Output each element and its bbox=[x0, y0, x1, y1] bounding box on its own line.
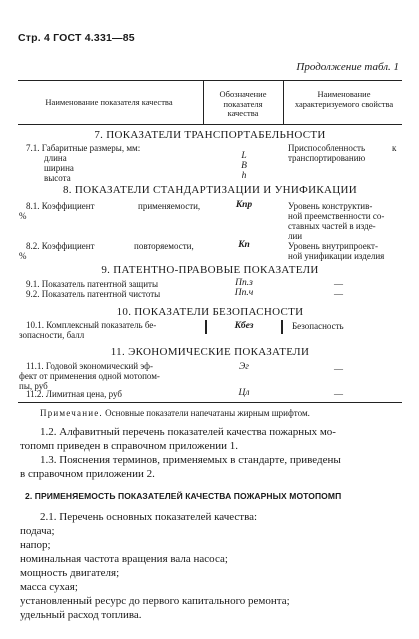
section-7-title: 7. ПОКАЗАТЕЛИ ТРАНСПОРТАБЕЛЬНОСТИ bbox=[94, 129, 326, 141]
paragraph-1-2-line-2: топомп приведен в справочном приложении 1. bbox=[20, 440, 239, 452]
s8-item-1-symbol: Kпр bbox=[235, 200, 253, 210]
table-note bbox=[40, 408, 310, 418]
list-item-fuel-consumption: удельный расход топлива. bbox=[20, 609, 142, 621]
s7-sub-width: ширина bbox=[44, 163, 74, 173]
s11-item-1-symbol: Эг bbox=[239, 362, 249, 372]
s8-item-2-pct: % bbox=[19, 251, 27, 261]
s8-item-2-prop-2: ной унификации изделия bbox=[288, 251, 385, 261]
s9-row-2-prop: — bbox=[334, 289, 343, 299]
s9-row-1-name: 9.1. Показатель патентной защиты bbox=[26, 279, 158, 289]
s11-item-2-prop: — bbox=[334, 389, 343, 399]
s8-item-2-prop-1: Уровень внутрипроект- bbox=[288, 241, 378, 251]
paragraph-1-3-line-2: в справочном приложении 2. bbox=[20, 468, 155, 480]
list-item-2-1: 2.1. Перечень основных показателей качества: bbox=[40, 511, 258, 523]
list-item-engine-power: мощность двигателя; bbox=[20, 567, 120, 579]
s8-item-1-prop-2: ной преемственности со- bbox=[288, 211, 385, 221]
s8-item-1-b: применяемости, bbox=[138, 201, 201, 211]
section-8-title: 8. ПОКАЗАТЕЛИ СТАНДАРТИЗАЦИИ И УНИФИКАЦИИ bbox=[62, 184, 358, 196]
paragraph-1-2-line-1: 1.2. Алфавитный перечень показателей качества пожарных мо- bbox=[40, 426, 336, 438]
s10-tick-right bbox=[281, 320, 283, 334]
s8-item-2-b: повторяемости, bbox=[134, 241, 194, 251]
s8-item-1-pct: % bbox=[19, 211, 27, 221]
section-2-heading: 2. ПРИМЕНЯЕМОСТЬ ПОКАЗАТЕЛЕЙ КАЧЕСТВА ПОЖАРНЫХ МОТОПОМП bbox=[25, 491, 342, 501]
s11-item-1-name-2: фект от применения одной мотопом- bbox=[19, 371, 160, 381]
s11-item-2-name: 11.2. Лимитная цена, руб bbox=[26, 389, 122, 399]
s8-item-2-a: 8.2. Коэффициент bbox=[26, 241, 95, 251]
s7-symbol-height: h bbox=[241, 171, 247, 181]
column-header-designation: Обозначение показателя качества bbox=[219, 89, 267, 118]
s7-symbol-length: L bbox=[241, 151, 247, 161]
section-11-title: 11. ЭКОНОМИЧЕСКИЕ ПОКАЗАТЕЛИ bbox=[110, 346, 310, 358]
list-item-delivery: подача; bbox=[20, 525, 55, 537]
page-header: Стр. 4 ГОСТ 4.331—85 bbox=[18, 32, 135, 44]
table-top-rule bbox=[18, 80, 402, 81]
s10-name-2: зопасности, балл bbox=[19, 330, 85, 340]
s9-row-2-symbol: Пп.ч bbox=[234, 288, 254, 298]
s8-item-2-symbol: Kп bbox=[238, 240, 250, 250]
s7-item: 7.1. Габаритные размеры, мм: bbox=[26, 143, 141, 153]
s7-sub-length: длина bbox=[44, 153, 67, 163]
s7-symbol-width: B bbox=[241, 161, 247, 171]
column-header-characteristic: Наименование характеризуемого свойства bbox=[294, 89, 394, 109]
list-item-dry-mass: масса сухая; bbox=[20, 581, 78, 593]
table-continuation-label: Продолжение табл. 1 bbox=[296, 61, 399, 73]
table-bottom-rule bbox=[18, 402, 402, 403]
s9-row-1-prop: — bbox=[334, 279, 343, 289]
column-header-name: Наименование показателя качества bbox=[45, 97, 173, 107]
header-divider-1 bbox=[203, 80, 204, 124]
s9-row-1-symbol: Пп.з bbox=[235, 278, 253, 288]
section-10-title: 10. ПОКАЗАТЕЛИ БЕЗОПАСНОСТИ bbox=[116, 306, 304, 318]
section-9-title: 9. ПАТЕНТНО-ПРАВОВЫЕ ПОКАЗАТЕЛИ bbox=[101, 264, 319, 276]
list-item-rotation-frequency: номинальная частота вращения вала насоса; bbox=[20, 553, 228, 565]
s7-property-line-2: транспортированию bbox=[288, 153, 366, 163]
s10-symbol: Kбез bbox=[234, 321, 254, 331]
s11-item-1-name-1: 11.1. Годовой экономический эф- bbox=[26, 361, 153, 371]
s7-property-line-1: Приспособленность bbox=[288, 143, 366, 153]
s7-sub-height: высота bbox=[44, 173, 71, 183]
s11-item-2-symbol: Цл bbox=[238, 388, 250, 398]
s10-prop: Безопасность bbox=[292, 321, 344, 331]
s7-property-k: к bbox=[392, 143, 397, 153]
list-item-head: напор; bbox=[20, 539, 51, 551]
s8-item-1-prop-1: Уровень конструктив- bbox=[288, 201, 373, 211]
s11-item-1-name-3: пы, руб bbox=[19, 381, 48, 391]
table-header-rule bbox=[18, 124, 402, 125]
header-divider-2 bbox=[283, 80, 284, 124]
paragraph-1-3-line-1: 1.3. Пояснения терминов, применяемых в стандарте, приведены bbox=[40, 454, 341, 466]
s10-name-1: 10.1. Комплексный показатель бе- bbox=[26, 320, 157, 330]
s8-item-1-prop-3: ставных частей в изде- bbox=[288, 221, 376, 231]
s8-item-1-prop-4: лии bbox=[288, 231, 303, 241]
s10-tick-left bbox=[205, 320, 207, 334]
s11-item-1-prop: — bbox=[334, 364, 343, 374]
note-label: Примечание. bbox=[40, 408, 103, 418]
s8-item-1-a: 8.1. Коэффициент bbox=[26, 201, 95, 211]
list-item-service-life: установленный ресурс до первого капитального ремонта; bbox=[20, 595, 290, 607]
note-text: Основные показатели напечатаны жирным шрифтом. bbox=[105, 408, 310, 418]
s9-row-2-name: 9.2. Показатель патентной чистоты bbox=[26, 289, 161, 299]
